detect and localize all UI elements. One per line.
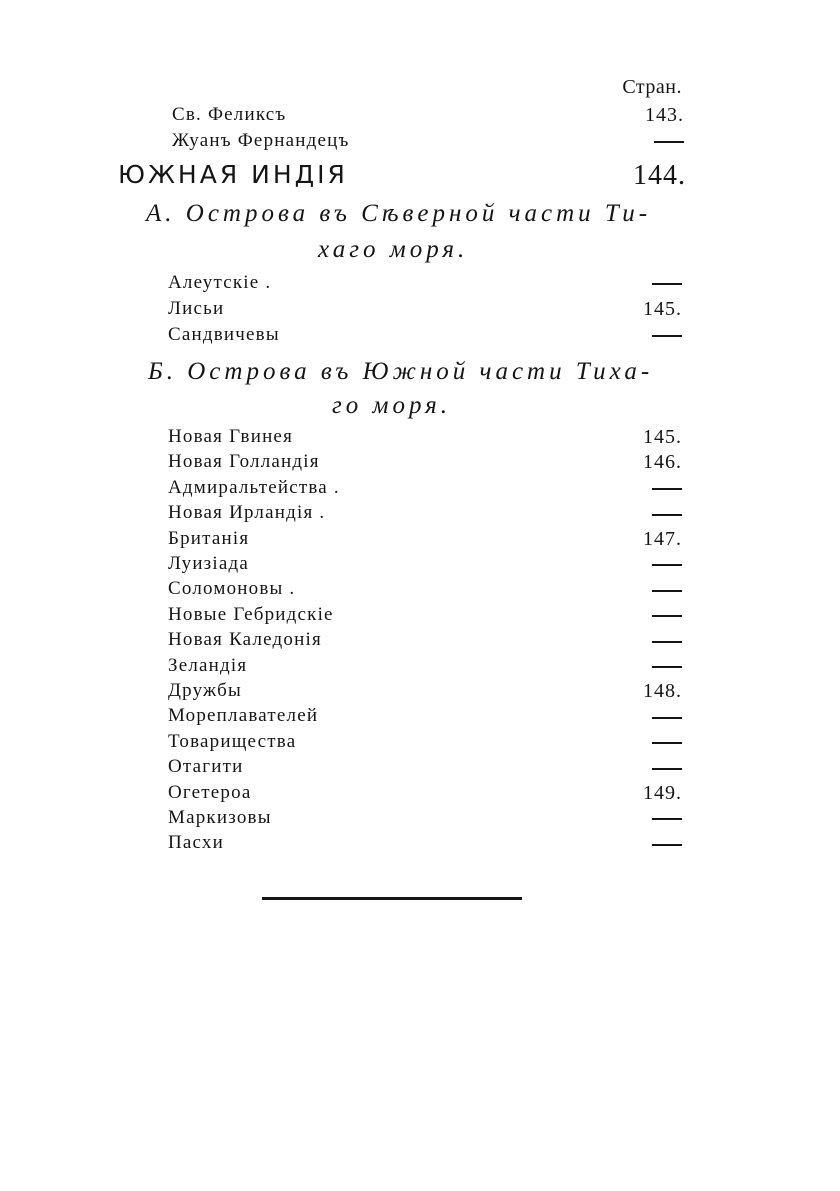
ditto-dash (652, 818, 682, 820)
ditto-dash (652, 666, 682, 668)
toc-entry-page: 145. (643, 426, 682, 448)
toc-entry-name: Сандвичевы (168, 324, 280, 345)
toc-entry-name: Лисьи (168, 298, 225, 319)
toc-entry-name: Новые Гебридскіе (168, 603, 334, 625)
toc-entry-name: Соломоновы . (168, 578, 296, 600)
ditto-dash (652, 564, 682, 566)
toc-entry-page (652, 324, 682, 347)
toc-entry-page (652, 705, 682, 728)
toc-entry-page (654, 130, 684, 153)
toc-entry-name: Дружбы (168, 680, 242, 701)
ditto-dash (652, 768, 682, 770)
toc-entry-page (652, 655, 682, 678)
toc-entry-name: Алеутскіе . (168, 272, 272, 293)
toc-row (168, 604, 682, 630)
toc-row (168, 731, 682, 757)
toc-entry-name: Жуанъ Фернандецъ (172, 130, 350, 151)
toc-entry-name: Зеландія (168, 654, 248, 676)
toc-row (168, 502, 682, 528)
toc-entry-page: 145. (643, 298, 682, 320)
ditto-dash (652, 844, 682, 846)
toc-entry-page (652, 553, 682, 576)
toc-entry-name: Св. Феликсъ (172, 104, 287, 125)
toc-entry-page (652, 807, 682, 830)
ditto-dash (652, 488, 682, 490)
toc-entry-name: Британія (168, 527, 250, 549)
ditto-dash (652, 615, 682, 617)
toc-row (168, 756, 682, 782)
toc-entry-page (652, 832, 682, 855)
toc-entry-page: 148. (643, 680, 682, 702)
ditto-dash (652, 283, 682, 285)
toc-row (168, 629, 682, 655)
toc-row (168, 298, 682, 324)
toc-row (172, 130, 684, 156)
toc-entry-name: Товарищества (168, 730, 297, 752)
toc-row (168, 782, 682, 808)
toc-entry-page (652, 731, 682, 754)
ditto-dash (654, 141, 684, 143)
toc-entry-page: 143. (645, 104, 684, 126)
ditto-dash (652, 514, 682, 516)
toc-entry-page (652, 477, 682, 500)
toc-entry-name: Новая Голландія (168, 451, 320, 473)
toc-entry-name: Отагити (168, 756, 244, 778)
ditto-dash (652, 641, 682, 643)
toc-entry-page (652, 502, 682, 525)
column-header-pages: Стран. (622, 76, 682, 98)
ditto-dash (652, 590, 682, 592)
toc-row (168, 807, 682, 833)
toc-entry-page (652, 604, 682, 627)
toc-entry-page (652, 578, 682, 601)
toc-entry-name: Новая Ирландія . (168, 502, 326, 524)
toc-row (168, 655, 682, 681)
toc-row (168, 705, 682, 731)
toc-entry-page (652, 629, 682, 652)
toc-row (172, 104, 684, 130)
subsection-b-heading-line2: го моря. (332, 392, 451, 419)
section-page-number: 144. (633, 160, 686, 191)
toc-row (168, 477, 682, 503)
toc-entry-name: Маркизовы (168, 807, 272, 828)
toc-row (168, 553, 682, 579)
subsection-a-heading-line1: А. Острова въ Сѣверной части Ти- (146, 200, 652, 227)
toc-entry-name: Мореплавателей (168, 705, 319, 727)
toc-row (168, 832, 682, 858)
ditto-dash (652, 335, 682, 337)
toc-entry-name: Новая Гвинея (168, 426, 294, 447)
subsection-b-heading-line1: Б. Острова въ Южной части Тиха- (148, 358, 654, 385)
subsection-a-heading-line2: хаго моря. (318, 236, 469, 263)
toc-entry-page: 147. (643, 527, 682, 550)
toc-row (168, 272, 682, 298)
toc-row (168, 324, 682, 350)
toc-entry-name: Огетероа (168, 781, 252, 803)
toc-entry-page (652, 272, 682, 295)
toc-row (168, 680, 682, 706)
toc-entry-name: Адмиральтейства . (168, 476, 340, 498)
ditto-dash (652, 742, 682, 744)
toc-row (168, 578, 682, 604)
toc-entry-name: Луизіада (168, 553, 249, 574)
toc-entry-name: Новая Каледонія (168, 629, 322, 651)
toc-row (168, 528, 682, 554)
toc-entry-page: 149. (643, 781, 682, 804)
toc-row (168, 451, 682, 477)
toc-row (168, 426, 682, 452)
closing-rule (262, 897, 522, 900)
section-title: ЮЖНАЯ ИНДІЯ (118, 160, 348, 189)
toc-entry-name: Пасхи (168, 832, 225, 854)
ditto-dash (652, 717, 682, 719)
toc-entry-page: 146. (643, 451, 682, 474)
toc-entry-page (652, 756, 682, 779)
